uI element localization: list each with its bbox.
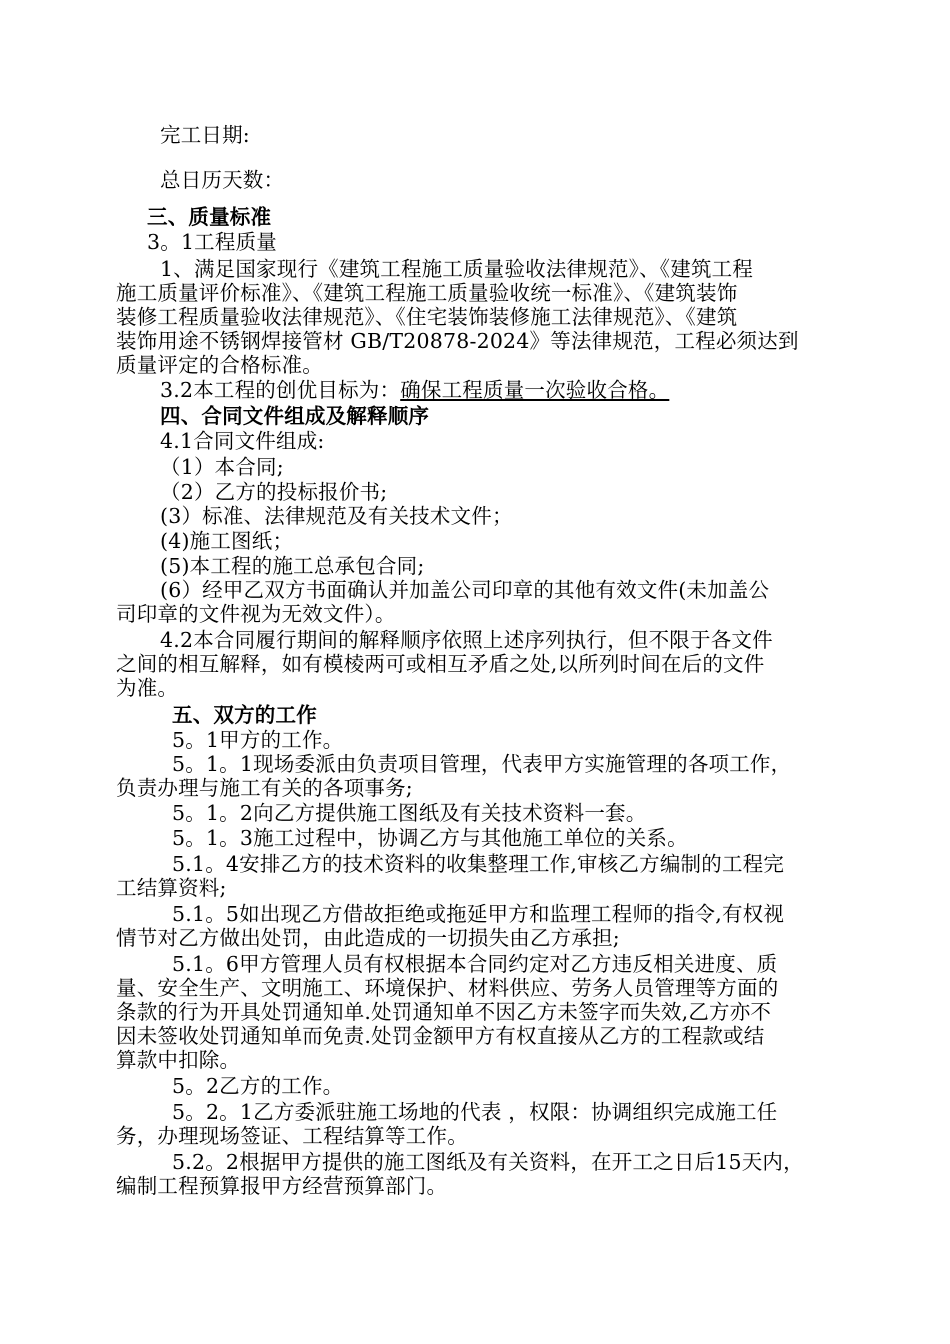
list-item: （1）本合同;	[160, 455, 284, 479]
paragraph-line: 5.1。5如出现乙方借故拒绝或拖延甲方和监理工程师的指令,有权视	[172, 902, 785, 926]
quality-goal-value: 确保工程质量一次验收合格。	[400, 378, 670, 402]
paragraph-line: 1、满足国家现行《建筑工程施工质量验收法律规范》、《建筑工程	[160, 257, 754, 281]
paragraph-line: 负责办理与施工有关的各项事务;	[116, 776, 413, 800]
paragraph-line: 条款的行为开具处罚通知单.处罚通知单不因乙方未签字而失效,乙方亦不	[116, 1000, 772, 1024]
paragraph-line: 为准。	[116, 676, 179, 700]
paragraph-line: 装饰用途不锈钢焊接管材 GB/T20878-2024》等法律规范，工程必须达到	[116, 329, 799, 353]
section-heading-contract-documents: 四、合同文件组成及解释顺序	[160, 404, 430, 428]
paragraph-line: 5。1。2向乙方提供施工图纸及有关技术资料一套。	[172, 801, 647, 825]
paragraph-line: 质量评定的合格标准。	[116, 353, 323, 377]
list-item: (5)本工程的施工总承包合同;	[160, 554, 425, 578]
subsection-heading: 5。2乙方的工作。	[172, 1074, 344, 1098]
paragraph-line: 情节对乙方做出处罚，由此造成的一切损失由乙方承担;	[116, 926, 620, 950]
subsection-heading: 4.1合同文件组成:	[160, 429, 325, 453]
completion-date-line: 完工日期:	[160, 123, 250, 147]
paragraph-line: 5。2。1乙方委派驻施工场地的代表 ，权限：协调组织完成施工任	[172, 1100, 778, 1124]
subsection-heading: 3。1工程质量	[147, 230, 277, 254]
list-item: (4)施工图纸；	[160, 529, 294, 553]
section-heading-quality: 三、质量标准	[147, 205, 272, 229]
list-item: （2）乙方的投标报价书;	[160, 480, 388, 504]
total-calendar-days-line: 总日历天数：	[160, 168, 285, 192]
list-item: (6）经甲乙双方书面确认并加盖公司印章的其他有效文件(未加盖公	[160, 578, 770, 602]
paragraph-line: 算款中扣除。	[116, 1048, 241, 1072]
paragraph-line: 之间的相互解释，如有模棱两可或相互矛盾之处,以所列时间在后的文件	[116, 652, 765, 676]
paragraph-line: 量、安全生产、文明施工、环境保护、材料供应、劳务人员管理等方面的	[116, 976, 779, 1000]
paragraph-line: 务，办理现场签证、工程结算等工作。	[116, 1124, 468, 1148]
paragraph-line: 装修工程质量验收法律规范》、《住宅装饰装修施工法律规范》、《建筑	[116, 305, 738, 329]
paragraph-line: 4.2本合同履行期间的解释顺序依照上述序列执行，但不限于各文件	[160, 628, 773, 652]
paragraph-line: 5.2。2根据甲方提供的施工图纸及有关资料，在开工之日后15天内，	[172, 1150, 804, 1174]
quality-goal-label: 3.2本工程的创优目标为：	[160, 378, 401, 402]
paragraph-line: 司印章的文件视为无效文件）。	[116, 602, 396, 626]
paragraph-line: 5.1。4安排乙方的技术资料的收集整理工作,审核乙方编制的工程完	[172, 852, 785, 876]
paragraph-line: 5。1。3施工过程中，协调乙方与其他施工单位的关系。	[172, 826, 688, 850]
subsection-heading: 5。1甲方的工作。	[172, 728, 344, 752]
paragraph-line: 施工质量评价标准》、《建筑工程施工质量验收统一标准》、《建筑装饰	[116, 281, 738, 305]
quality-goal-line	[160, 378, 669, 402]
section-heading-duties: 五、双方的工作	[172, 703, 317, 727]
paragraph-line: 5.1。6甲方管理人员有权根据本合同约定对乙方违反相关进度、质	[172, 952, 778, 976]
paragraph-line: 工结算资料;	[116, 876, 227, 900]
paragraph-line: 编制工程预算报甲方经营预算部门。	[116, 1174, 448, 1198]
paragraph-line: 因未签收处罚通知单而免责.处罚金额甲方有权直接从乙方的工程款或结	[116, 1024, 765, 1048]
paragraph-line: 5。1。1现场委派由负责项目管理，代表甲方实施管理的各项工作，	[172, 752, 792, 776]
list-item: (3）标准、法律规范及有关技术文件；	[160, 504, 513, 528]
